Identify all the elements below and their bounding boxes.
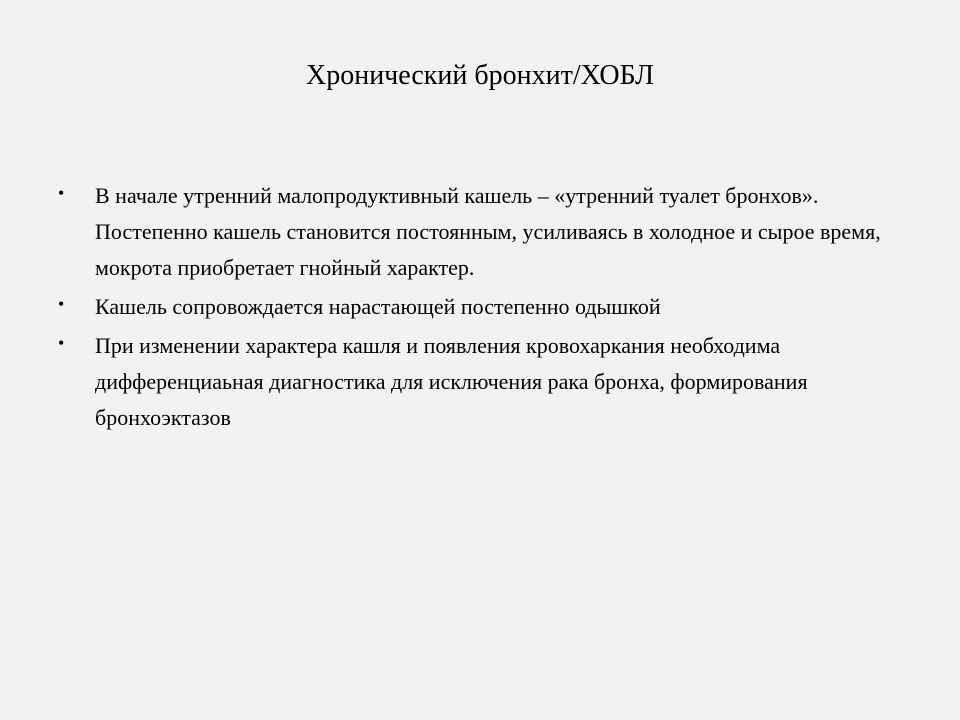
bullet-point-icon: • [58,183,65,203]
bullet-point-icon: • [58,333,65,353]
bullet-text: При изменении характера кашля и появления кровохаркания необходима дифференциаьная диагностика для исключения рака бронха, формирования бронхоэктазов [95,333,808,430]
slide-title: Хронический бронхит/ХОБЛ [305,60,655,91]
bullet-item [58,289,898,325]
bullet-list [58,178,898,439]
bullet-text: Кашель сопровождается нарастающей постепенно одышкой [95,294,661,319]
bullet-item [58,328,898,436]
bullet-text: В начале утренний малопродуктивный кашель – «утренний туалет бронхов». Постепенно кашель становится постоянным, усиливаясь в холодное и сырое время, мокрота приобретает гнойный характер. [95,183,881,280]
bullet-item [58,178,898,286]
bullet-point-icon: • [58,294,65,314]
